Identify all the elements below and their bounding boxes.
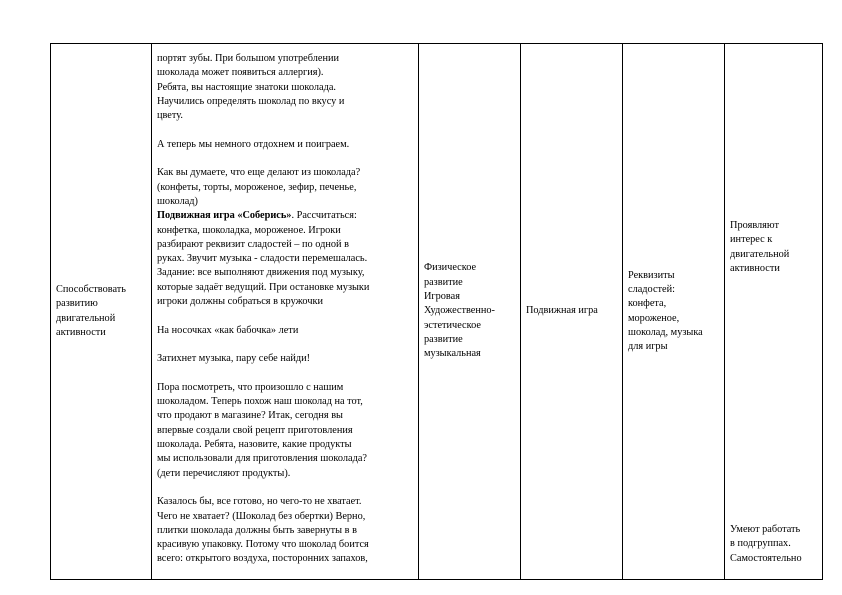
game-title-line	[157, 209, 414, 223]
text-line: шоколадом. Теперь похож наш шоколад на тот,	[157, 396, 363, 408]
text-line: шоколада может появиться аллергия).	[157, 67, 324, 79]
text-line: Проявляют	[730, 220, 779, 231]
materials-cell	[623, 44, 725, 580]
text-line: Казалось бы, все готово, но чего-то не хватает.	[157, 496, 362, 508]
text-line: Игровая	[423, 291, 460, 303]
goal-text: Способствовать развитию двигательной активности	[56, 283, 126, 338]
paragraph-game	[157, 166, 414, 309]
text-line: Ребята, вы настоящие знатоки шоколада.	[157, 81, 337, 93]
paragraph-verse-1	[157, 324, 414, 338]
text-line: А теперь мы немного отдохнем и поиграем.	[157, 138, 350, 150]
text-line: в подгруппах.	[730, 538, 791, 550]
text-line: Художественно-	[423, 305, 495, 317]
lesson-plan-table	[50, 43, 823, 580]
text-line: портят зубы. При большом употреблении	[157, 53, 339, 64]
text-line: конфетка, шоколадка, мороженое. Игроки	[157, 224, 341, 236]
text-line: шоколада. Ребята, назовите, какие продукты	[157, 439, 352, 451]
text-line: Задание: все выполняют движения под музыку,	[157, 267, 365, 279]
text-line: всего: открытого воздуха, посторонних запахов,	[157, 553, 368, 565]
game-title: Подвижная игра «Соберись»	[157, 210, 292, 222]
paragraph-result	[157, 381, 414, 481]
result-interest	[730, 219, 818, 276]
text-line: которые задаёт ведущий. При остановке музыки	[157, 281, 370, 293]
text-line: плитки шоколада должны быть завернуты в в	[157, 524, 357, 536]
text-line: мы использовали для приготовления шоколада?	[157, 453, 367, 465]
result-teamwork	[730, 523, 818, 566]
text-line: шоколад)	[157, 195, 198, 207]
activity-form-cell	[520, 44, 622, 580]
text-line: что продают в магазине? Итак, сегодня вы	[157, 410, 343, 422]
development-areas-cell	[418, 44, 520, 580]
text-line: (дети перечисляют продукты).	[157, 467, 291, 479]
text-line: Умеют работать	[730, 524, 801, 535]
text-line: руках. Звучит музыка - сладости перемешалась.	[157, 253, 368, 265]
text-line: разбирают реквизит сладостей – по одной в	[157, 238, 349, 250]
text-line: конфета,	[628, 298, 667, 310]
paragraph-recap	[157, 52, 414, 123]
goal-cell	[51, 44, 152, 580]
text-line: Чего не хватает? (Шоколад без обертки) Верно,	[157, 510, 366, 522]
text-line: Затихнет музыка, пару себе найди!	[157, 353, 311, 365]
table-row	[51, 44, 823, 580]
text-line: На носочках «как бабочка» лети	[157, 324, 299, 336]
activity-form-text: Подвижная игра	[525, 305, 598, 317]
text-line: развитие	[423, 276, 463, 288]
text-line: впервые создали свой рецепт приготовления	[157, 424, 353, 436]
paragraph-verse-2	[157, 352, 414, 366]
text-fragment: . Рассчитаться:	[291, 210, 357, 222]
activity-content-cell	[152, 44, 419, 580]
text-line: Реквизиты	[628, 269, 675, 281]
text-line: мороженое,	[628, 312, 680, 324]
text-line: интерес к	[730, 234, 773, 246]
text-line: (конфеты, торты, мороженое, зефир, печенье,	[157, 181, 357, 193]
text-line: развитие	[423, 333, 463, 345]
expected-results-cell	[725, 44, 823, 580]
text-line: Как вы думаете, что еще делают из шоколада?	[157, 167, 361, 179]
text-line: для игры	[628, 341, 668, 353]
text-line: цвету.	[157, 110, 183, 122]
text-line: игроки должны собраться в кружочки	[157, 296, 324, 308]
paragraph-wrapper	[157, 495, 414, 566]
text-line: двигательной	[730, 248, 790, 260]
text-line: эстетическое	[423, 319, 481, 331]
text-line: шоколад, музыка	[628, 326, 703, 338]
text-line: Научились определять шоколад по вкусу и	[157, 95, 345, 107]
paragraph-rest	[157, 138, 414, 152]
text-line: Физическое	[423, 262, 477, 274]
text-line: красивую упаковку. Потому что шоколад боится	[157, 539, 369, 551]
text-line: активности	[730, 262, 780, 274]
text-line: Пора посмотреть, что произошло с нашим	[157, 381, 344, 393]
text-line: музыкальная	[423, 348, 481, 360]
text-line: сладостей:	[628, 283, 675, 295]
text-line: Самостоятельно	[730, 552, 802, 564]
